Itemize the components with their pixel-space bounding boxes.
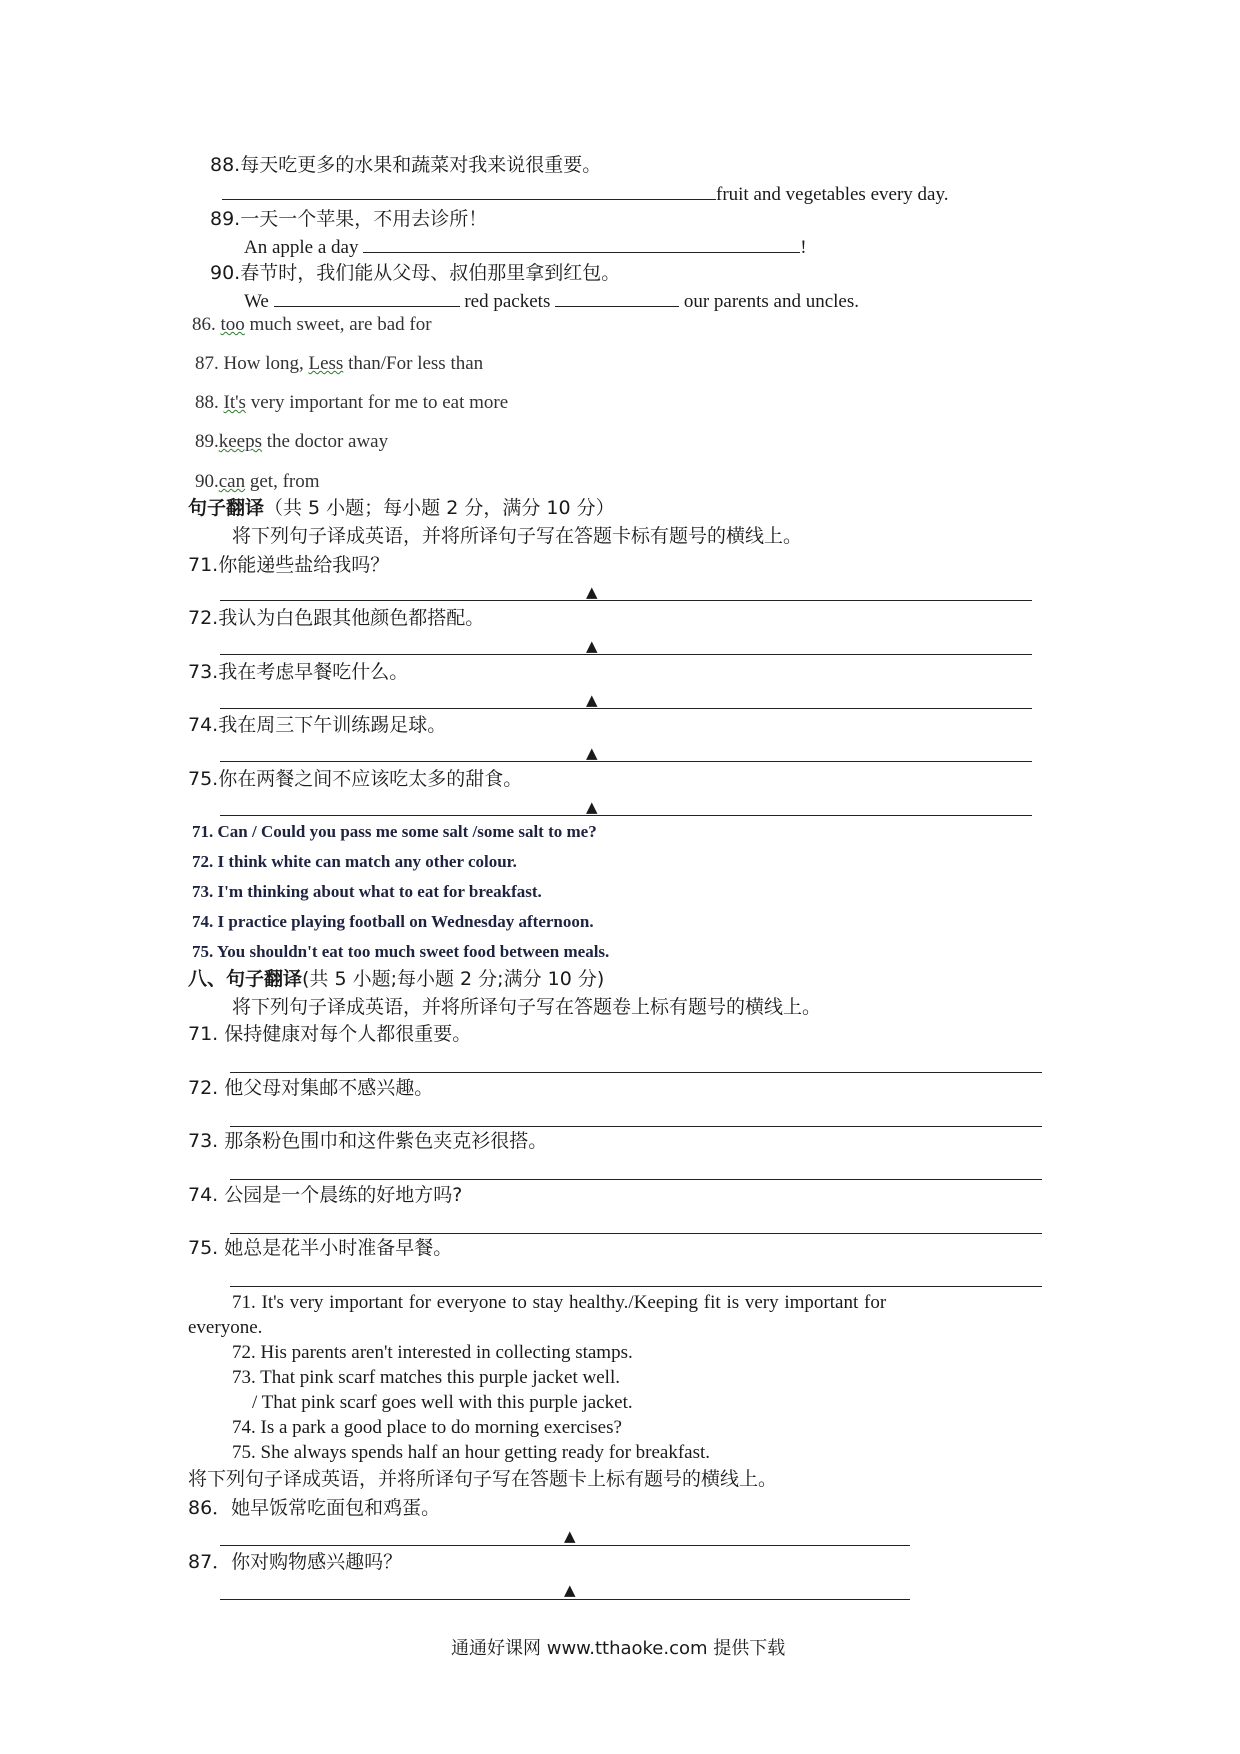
answer-part: the doctor away — [262, 431, 389, 452]
answer-num: 88. — [195, 392, 219, 413]
answer-part: can — [218, 471, 246, 492]
section2-answer-72: 72. I think white can match any other colour. — [192, 852, 517, 871]
section4-q87: 87．你对购物感兴趣吗？ — [188, 1551, 403, 1573]
section3-answer-71a: 71. It's very important for everyone to stay healthy./Keeping fit is very important for — [232, 1292, 887, 1313]
question-88-en-text: fruit and vegetables every day. — [716, 184, 949, 205]
answer-part: too — [220, 314, 245, 335]
section4-instruction: 将下列句子译成英语，并将所译句子写在答题卡上标有题号的横线上。 — [188, 1468, 778, 1490]
answer-line[interactable] — [230, 1072, 1042, 1073]
section3-instruction: 将下列句子译成英语，并将所译句子写在答题卷上标有题号的横线上。 — [232, 996, 822, 1018]
answer-line[interactable] — [220, 600, 1032, 601]
section2-q71: 71.你能递些盐给我吗？ — [188, 554, 390, 576]
answer-89 — [195, 430, 388, 454]
triangle-icon: ▲ — [564, 1581, 576, 1599]
answer-90 — [195, 470, 320, 494]
question-88-en — [222, 181, 948, 207]
answer-part: much sweet, are bad for — [244, 314, 432, 335]
answer-line[interactable] — [220, 1545, 910, 1546]
answer-part: than/For less than — [343, 353, 484, 374]
question-89-zh: 89.一天一个苹果，不用去诊所！ — [210, 208, 488, 230]
answer-line[interactable] — [220, 708, 1032, 709]
section2-q72: 72.我认为白色跟其他颜色都搭配。 — [188, 607, 485, 629]
answer-line[interactable] — [230, 1179, 1042, 1180]
section3-q73: 73. 那条粉色围巾和这件紫色夹克衫很搭。 — [188, 1130, 548, 1152]
answer-86 — [192, 313, 432, 337]
section3-q72: 72. 他父母对集邮不感兴趣。 — [188, 1077, 434, 1099]
answer-part: get, from — [245, 471, 320, 492]
section2-q74: 74.我在周三下午训练踢足球。 — [188, 714, 447, 736]
section2-answer-71: 71. Can / Could you pass me some salt /some salt to me? — [192, 822, 597, 841]
section3-answer-74: 74. Is a park a good place to do morning exercises? — [232, 1417, 622, 1438]
section3-answer-73-alt: / That pink scarf goes well with this purple jacket. — [252, 1392, 633, 1413]
triangle-icon: ▲ — [586, 583, 598, 601]
answer-num: 86. — [192, 314, 216, 335]
section2-answer-75: 75. You shouldn't eat too much sweet food between meals. — [192, 942, 610, 961]
section3-q75: 75. 她总是花半小时准备早餐。 — [188, 1237, 453, 1259]
triangle-icon: ▲ — [564, 1527, 576, 1545]
section3-q71: 71. 保持健康对每个人都很重要。 — [188, 1023, 472, 1045]
question-90-en-c: our parents and uncles. — [683, 291, 860, 312]
question-90-en-b: red packets — [464, 291, 551, 312]
section2-instruction: 将下列句子译成英语，并将所译句子写在答题卡标有题号的横线上。 — [232, 525, 803, 547]
section4-q86: 86．她早饭常吃面包和鸡蛋。 — [188, 1497, 441, 1519]
section2-q73: 73.我在考虑早餐吃什么。 — [188, 661, 409, 683]
question-90-en-a: We — [244, 291, 269, 312]
answer-line[interactable] — [230, 1286, 1042, 1287]
question-89-en-pre: An apple a day — [244, 237, 359, 258]
section2-answer-73: 73. I'm thinking about what to eat for breakfast. — [192, 882, 542, 901]
question-89-en — [244, 234, 807, 260]
answer-part: How long, — [223, 353, 304, 374]
answer-part: Less — [308, 353, 344, 374]
section3-answer-71b: everyone. — [188, 1317, 263, 1338]
answer-88 — [195, 391, 508, 415]
answer-num: 90. — [195, 471, 219, 492]
answer-part: It's — [223, 392, 246, 413]
section3-title — [188, 967, 604, 991]
section3-title-bold: 八、句子翻译 — [188, 968, 303, 990]
answer-part: keeps — [218, 431, 263, 452]
section2-title — [188, 496, 615, 520]
section2-q75: 75.你在两餐之间不应该吃太多的甜食。 — [188, 768, 523, 790]
section3-answer-75: 75. She always spends half an hour getting ready for breakfast. — [232, 1442, 711, 1463]
answer-line[interactable] — [230, 1126, 1042, 1127]
answer-blank[interactable] — [363, 234, 800, 253]
triangle-icon: ▲ — [586, 637, 598, 655]
section3-answer-72: 72. His parents aren't interested in collecting stamps. — [232, 1342, 633, 1363]
triangle-icon: ▲ — [586, 744, 598, 762]
answer-blank[interactable] — [274, 288, 460, 307]
section2-answer-74: 74. I practice playing football on Wednesday afternoon. — [192, 912, 594, 931]
answer-blank[interactable] — [222, 181, 716, 200]
triangle-icon: ▲ — [586, 798, 598, 816]
answer-num: 89. — [195, 431, 219, 452]
section3-q74: 74. 公园是一个晨练的好地方吗? — [188, 1184, 463, 1206]
answer-num: 87. — [195, 353, 219, 374]
triangle-icon: ▲ — [586, 691, 598, 709]
answer-blank[interactable] — [555, 288, 679, 307]
answer-line[interactable] — [220, 761, 1032, 762]
question-90-zh: 90.春节时，我们能从父母、叔伯那里拿到红包。 — [210, 262, 621, 284]
answer-line[interactable] — [230, 1233, 1042, 1234]
section2-title-rest: （共 5 小题；每小题 2 分，满分 10 分） — [264, 497, 615, 519]
question-89-en-end: ! — [800, 237, 807, 258]
answer-line[interactable] — [220, 1599, 910, 1600]
footer-text: 通通好课网 www.tthaoke.com 提供下载 — [451, 1638, 786, 1659]
answer-line[interactable] — [220, 654, 1032, 655]
answer-line[interactable] — [220, 815, 1032, 816]
answer-87 — [195, 352, 483, 376]
question-88-zh: 88.每天吃更多的水果和蔬菜对我来说很重要。 — [210, 154, 602, 176]
answer-part: very important for me to eat more — [245, 392, 509, 413]
question-90-en — [244, 288, 859, 314]
section3-title-rest: (共 5 小题;每小题 2 分;满分 10 分) — [302, 968, 605, 990]
section2-title-bold: 句子翻译 — [188, 497, 265, 519]
section3-answer-73: 73. That pink scarf matches this purple jacket well. — [232, 1367, 620, 1388]
